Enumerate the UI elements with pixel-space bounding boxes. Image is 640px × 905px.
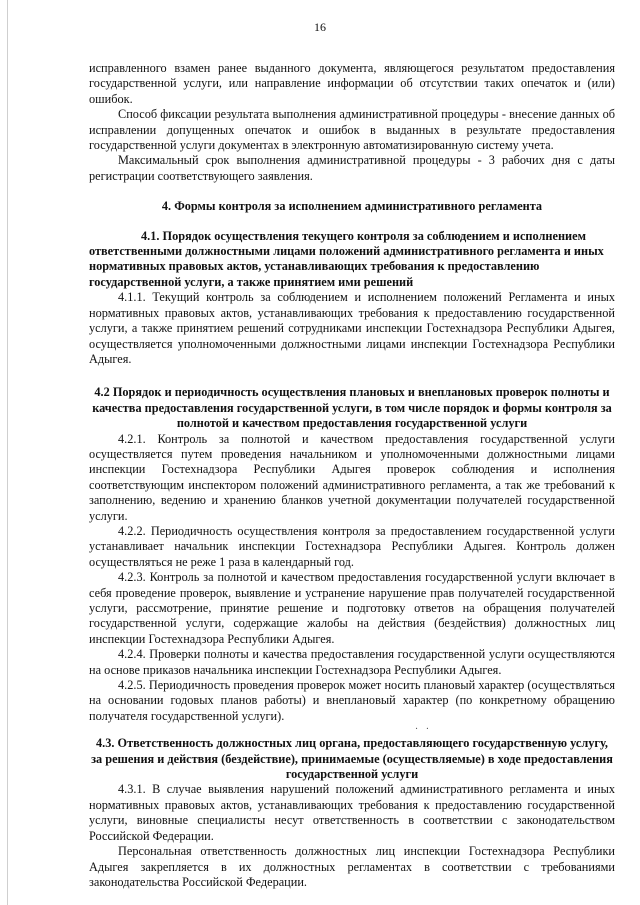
paragraph-fixation-method: Способ фиксации результата выполнения административной процедуры - внесение данных об исправлении допущенных опечаток и ошибок в выданных в результате предоставления государственной услуги документах в электронную автоматизированную систему учета. <box>89 107 615 153</box>
document-body <box>89 61 615 890</box>
paragraph-max-term: Максимальный срок выполнения административной процедуры - 3 рабочих дня с даты регистрации соответствующего заявления. <box>89 153 615 183</box>
page-number: 16 <box>314 20 326 34</box>
paragraph-4-1-1: 4.1.1. Текущий контроль за соблюдением и исполнением положений Регламента и иных нормативных правовых актов, устанавливающих требования к предоставлению государственной услуги, а также принятием решений сотрудниками инспекции Гостехнадзора Республики Адыгея, осуществляется уполномоченными должностными лицами инспекции Гостехнадзора Республики Адыгея. <box>89 290 615 366</box>
subsection-heading-4-2: 4.2 Порядок и периодичность осуществления плановых и внеплановых проверок полноты и качества предоставления государственной услуги, в том числе порядок и формы контроля за полнотой и качеством предоставления государственной услуги <box>92 385 612 431</box>
paragraph-4-2-3: 4.2.3. Контроль за полнотой и качеством предоставления государственной услуги включает в себя проведение проверок, выявление и устранение нарушение прав получателей государственной услуги, рассмотрение, принятие решение и подготовку ответов на обращения получателей государственной услуги, содержащие жалобы на действия (бездействия) должностных лиц инспекции Гостехнадзора Республики Адыгея. <box>89 570 615 646</box>
paragraph-4-2-5: 4.2.5. Периодичность проведения проверок может носить плановый характер (осуществляться на основании годовых планов работы) и внеплановый характер (по конкретному обращению получателя государственной услуги). <box>89 678 615 723</box>
subsection-heading-4-3: 4.3. Ответственность должностных лиц органа, предоставляющего государственную услугу, за решения и действия (бездействие), принимаемые (осуществляемые) в ходе предоставления государственной услуги <box>91 736 613 782</box>
paragraph-personal-responsibility: Персональная ответственность должностных лиц инспекции Гостехнадзора Республики Адыгея закрепляется в их должностных регламентах в соответствии с требованиями законодательства Российской Федерации. <box>89 844 615 889</box>
section-heading-4: 4. Формы контроля за исполнением административного регламента <box>161 199 543 214</box>
subsection-heading-4-1: 4.1. Порядок осуществления текущего контроля за соблюдением и исполнением ответственными должностными лицами положений административного регламента и иных нормативных правовых актов, устанавливающих требования к предоставлению государственной услуги, а также принятием ими решений <box>89 228 604 289</box>
paragraph-4-2-1: 4.2.1. Контроль за полнотой и качеством предоставления государственной услуги осуществляется путем проведения начальником и уполномоченными должностными лицами инспекции Гостехнадзора Республики Адыгея проверок соблюдения и исполнения соответствующим инспектором положений административного регламента, а так же требований к заполнению, ведению и хранению бланков учетной документации получателей государственной услуги. <box>89 431 615 523</box>
scan-edge-line <box>7 0 8 905</box>
paragraph-4-3-1: 4.3.1. В случае выявления нарушений положений административного регламента и иных нормативных правовых актов, устанавливающих требования к предоставлению государственной услуги, виновные специалисты несут ответственность в соответствии с законодательством Российской Федерации. <box>89 782 615 843</box>
paragraph-continuation: исправленного взамен ранее выданного документа, являющегося результатом предоставления государственной услуги, или направление информации об отсутствии таких опечаток и (или) ошибок. <box>89 61 615 106</box>
paragraph-4-2-2: 4.2.2. Периодичность осуществления контроля за предоставлением государственной услуги устанавливает начальник инспекции Гостехнадзора Республики Адыгея. Контроль должен осуществляться не реже 1 раза в календарный год. <box>89 523 615 569</box>
paragraph-4-2-4: 4.2.4. Проверки полноты и качества предоставления государственной услуги осуществляются на основе приказов начальника инспекции Гостехнадзора Республики Адыгея. <box>89 647 615 677</box>
scan-speck: · · <box>414 724 430 736</box>
